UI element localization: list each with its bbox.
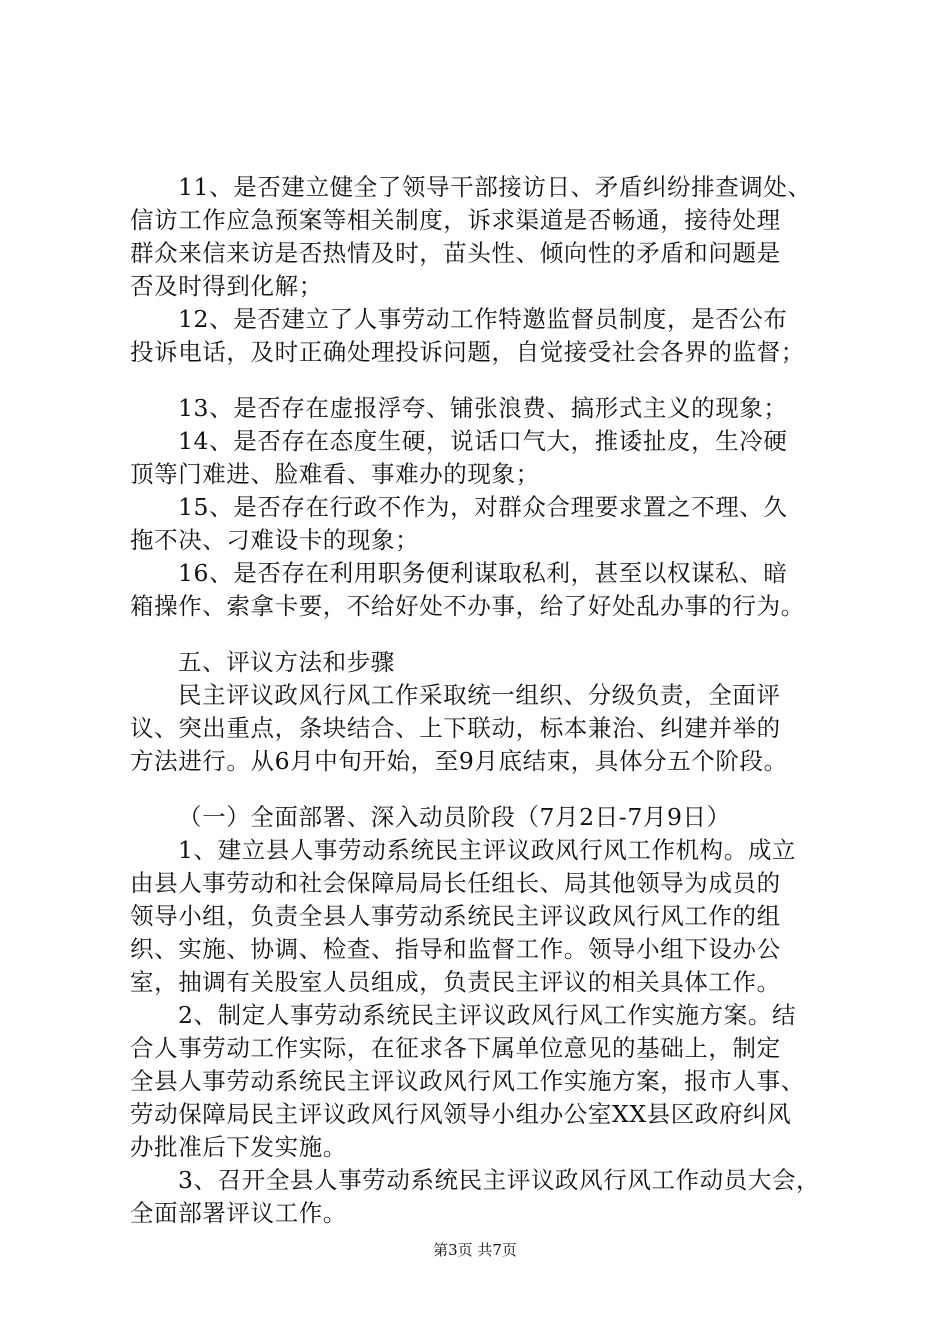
text-line: 领导小组，负责全县人事劳动系统民主评议政风行风工作的组 [130, 902, 781, 930]
text-line: 12、是否建立了人事劳动工作特邀监督员制度，是否公布 [178, 305, 788, 333]
text-line: 合人事劳动工作实际，在征求各下属单位意见的基础上，制定 [130, 1034, 781, 1062]
text-line: 由县人事劳动和社会保障局局长任组长、局其他领导为成员的 [130, 869, 781, 897]
subsection-heading: （一）全面部署、深入动员阶段（7月2日-7月9日） [178, 803, 731, 831]
text-line: 织、实施、协调、检查、指导和监督工作。领导小组下设办公 [130, 935, 781, 963]
text-line: 民主评议政风行风工作采取统一组织、分级负责，全面评 [178, 681, 781, 709]
text-line: 全县人事劳动系统民主评议政风行风工作实施方案，报市人事、 [130, 1067, 805, 1095]
text-line: 全面部署评议工作。 [130, 1199, 347, 1227]
text-line: 投诉电话，及时正确处理投诉问题，自觉接受社会各界的监督； [130, 338, 805, 366]
text-line: 16、是否存在利用职务便利谋取私利，甚至以权谋私、暗 [178, 559, 788, 587]
text-line: 1、建立县人事劳动系统民主评议政风行风工作机构。成立 [178, 836, 797, 864]
text-line: 14、是否存在态度生硬，说话口气大，推诿扯皮，生冷硬 [178, 427, 788, 455]
text-line: 13、是否存在虚报浮夸、铺张浪费、搞形式主义的现象； [178, 394, 788, 422]
text-line: 15、是否存在行政不作为，对群众合理要求置之不理、久 [178, 493, 788, 521]
text-line: 议、突出重点，条块结合、上下联动，标本兼治、纠建并举的 [130, 714, 781, 742]
text-line: 劳动保障局民主评议政风行风领导小组办公室XX县区政府纠风 [130, 1100, 792, 1128]
text-line: 室，抽调有关股室人员组成，负责民主评议的相关具体工作。 [130, 968, 781, 996]
text-line: 群众来信来访是否热情及时，苗头性、倾向性的矛盾和问题是 [130, 239, 781, 267]
section-heading: 五、评议方法和步骤 [178, 648, 395, 676]
text-line: 3、召开全县人事劳动系统民主评议政风行风工作动员大会， [178, 1166, 821, 1194]
text-line: 方法进行。从6月中旬开始，至9月底结束，具体分五个阶段。 [130, 747, 788, 775]
text-line: 2、制定人事劳动系统民主评议政风行风工作实施方案。结 [178, 1001, 797, 1029]
text-line: 箱操作、索拿卡要，不给好处不办事，给了好处乱办事的行为。 [130, 592, 805, 620]
text-line: 办批准后下发实施。 [130, 1133, 347, 1161]
text-line: 拖不决、刁难设卡的现象； [130, 526, 420, 554]
text-line: 否及时得到化解； [130, 272, 323, 300]
page-number: 第3页 共7页 [433, 1241, 517, 1259]
text-line: 11、是否建立健全了领导干部接访日、矛盾纠纷排查调处、 [178, 173, 812, 201]
text-line: 信访工作应急预案等相关制度，诉求渠道是否畅通，接待处理 [130, 206, 781, 234]
text-line: 顶等门难进、脸难看、事难办的现象； [130, 460, 540, 488]
